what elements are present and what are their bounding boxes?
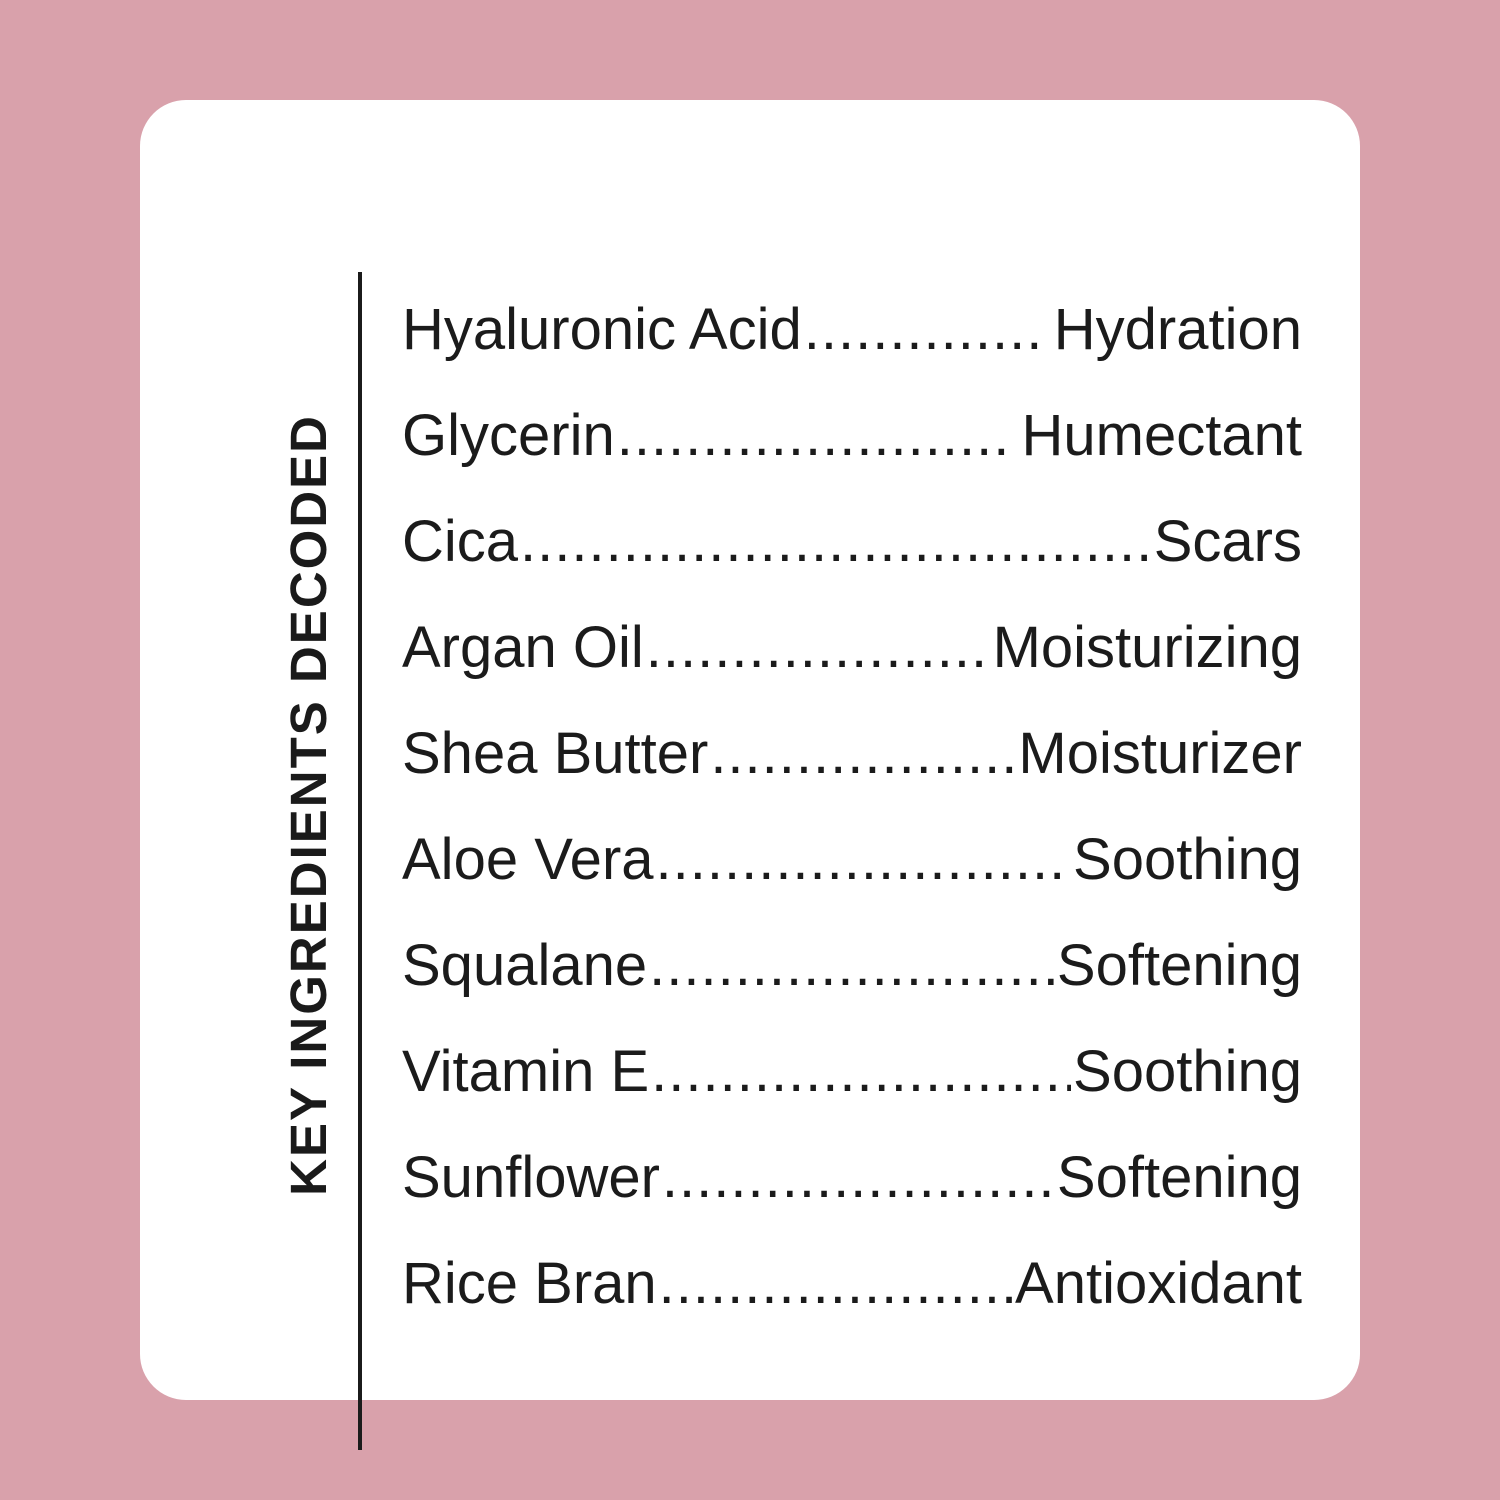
leader-dots	[804, 296, 1046, 363]
ingredient-name: Cica	[402, 509, 519, 574]
leader-dots	[649, 932, 1055, 999]
info-card	[140, 100, 1360, 1400]
list-item	[402, 1250, 1302, 1356]
ingredient-benefit: Antioxidant	[1015, 1251, 1302, 1316]
ingredient-name: Sunflower	[402, 1145, 660, 1210]
ingredient-benefit: Humectant	[1021, 403, 1302, 468]
card-inner	[140, 100, 1360, 1400]
ingredient-benefit: Softening	[1056, 933, 1302, 998]
ingredient-name: Hyaluronic Acid	[402, 297, 802, 362]
vertical-divider	[358, 272, 362, 1450]
list-item	[402, 402, 1302, 508]
list-item	[402, 932, 1302, 1038]
list-item	[402, 826, 1302, 932]
leader-dots	[520, 508, 1152, 575]
ingredient-benefit: Scars	[1153, 509, 1302, 574]
ingredient-name: Argan Oil	[402, 615, 644, 680]
ingredient-list	[402, 296, 1302, 1416]
leader-dots	[651, 1038, 1071, 1105]
list-item	[402, 720, 1302, 826]
list-item	[402, 508, 1302, 614]
list-item	[402, 614, 1302, 720]
ingredient-benefit: Moisturizer	[1018, 721, 1302, 786]
ingredient-benefit: Softening	[1056, 1145, 1302, 1210]
leader-dots	[710, 720, 1016, 787]
ingredient-name: Squalane	[402, 933, 648, 998]
list-item	[402, 296, 1302, 402]
ingredient-benefit: Soothing	[1073, 827, 1302, 892]
ingredient-benefit: Hydration	[1053, 297, 1302, 362]
leader-dots	[662, 1144, 1055, 1211]
ingredient-benefit: Soothing	[1073, 1039, 1302, 1104]
page-title: KEY INGREDIENTS DECODED	[279, 414, 337, 1196]
leader-dots	[646, 614, 985, 681]
ingredient-benefit: Moisturizing	[992, 615, 1302, 680]
list-item	[402, 1038, 1302, 1144]
leader-dots	[656, 826, 1072, 893]
leader-dots	[617, 402, 1014, 469]
ingredient-name: Aloe Vera	[402, 827, 654, 892]
ingredient-name: Vitamin E	[402, 1039, 650, 1104]
leader-dots	[659, 1250, 1013, 1317]
side-title-container	[248, 270, 368, 1340]
list-item	[402, 1144, 1302, 1250]
ingredient-name: Rice Bran	[402, 1251, 657, 1316]
ingredient-name: Glycerin	[402, 403, 615, 468]
ingredient-name: Shea Butter	[402, 721, 709, 786]
